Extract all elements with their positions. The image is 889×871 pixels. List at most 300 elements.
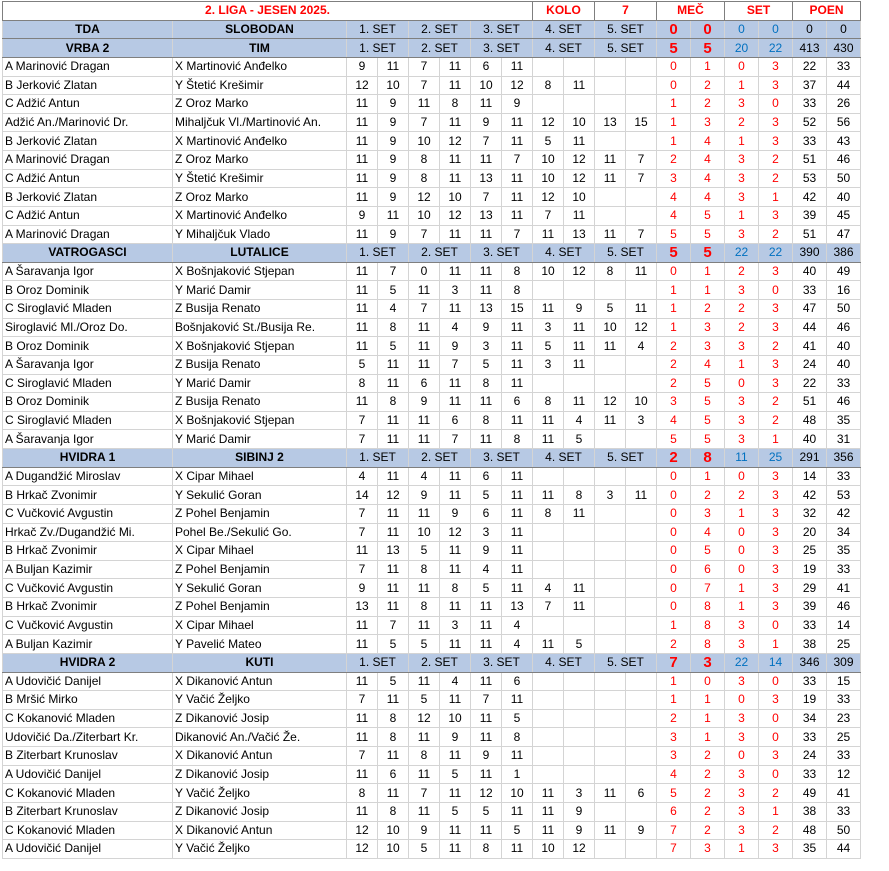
set-score-away: 11 — [502, 504, 533, 523]
sets-won-away: 1 — [759, 635, 793, 654]
set-score-home: 11 — [595, 169, 626, 188]
set-score-home: 9 — [409, 393, 440, 412]
points-home: 22 — [793, 374, 827, 393]
points-away: 33 — [827, 467, 861, 486]
game-row — [3, 523, 861, 542]
set-score-away — [564, 560, 595, 579]
sets-won-home: 3 — [725, 281, 759, 300]
home-player: A Udovičić Danijel — [3, 840, 173, 859]
set-score-home — [595, 467, 626, 486]
sets-won-home: 0 — [725, 467, 759, 486]
points-away: 50 — [827, 821, 861, 840]
set-score-away: 12 — [564, 169, 595, 188]
home-team-name: HVIDRA 1 — [3, 449, 173, 468]
points-home: 33 — [793, 672, 827, 691]
running-match-home: 4 — [657, 206, 691, 225]
sets-won-home: 0 — [725, 691, 759, 710]
away-player: Z Oroz Marko — [173, 188, 347, 207]
sets-won-away: 3 — [759, 747, 793, 766]
set-score-away: 5 — [378, 672, 409, 691]
set-score-home: 11 — [533, 784, 564, 803]
set-score-away: 11 — [502, 486, 533, 505]
set-score-home: 11 — [533, 430, 564, 449]
set-score-away: 10 — [440, 188, 471, 207]
set-score-away: 12 — [564, 151, 595, 170]
set-score-away — [564, 709, 595, 728]
set-score-home: 10 — [471, 76, 502, 95]
game-row — [3, 374, 861, 393]
match-score-away: 3 — [691, 653, 725, 672]
game-row — [3, 579, 861, 598]
set-score-home: 14 — [347, 486, 378, 505]
points-home: 42 — [793, 188, 827, 207]
set-score-away: 11 — [502, 523, 533, 542]
running-match-away: 7 — [691, 579, 725, 598]
set-score-home — [533, 691, 564, 710]
sets-won-home: 0 — [725, 747, 759, 766]
set-score-home: 11 — [347, 728, 378, 747]
set-score-away — [626, 635, 657, 654]
points-home: 20 — [793, 523, 827, 542]
set-score-away: 11 — [564, 393, 595, 412]
set-score-away: 4 — [378, 300, 409, 319]
set-column-label: 3. SET — [471, 39, 533, 58]
set-score-home — [533, 728, 564, 747]
points-away: 41 — [827, 784, 861, 803]
points-home: 33 — [793, 765, 827, 784]
set-score-away: 10 — [378, 76, 409, 95]
sets-won-away: 3 — [759, 523, 793, 542]
sets-won-away: 3 — [759, 113, 793, 132]
set-score-away: 9 — [564, 821, 595, 840]
match-score-away: 5 — [691, 244, 725, 263]
set-score-home: 3 — [595, 486, 626, 505]
sets-won-home: 1 — [725, 206, 759, 225]
set-score-home: 11 — [409, 504, 440, 523]
set-total-away: 0 — [759, 20, 793, 39]
set-score-home: 9 — [471, 113, 502, 132]
set-score-away: 7 — [440, 430, 471, 449]
away-player: Y Mihaljčuk Vlado — [173, 225, 347, 244]
set-score-home: 11 — [471, 225, 502, 244]
sets-won-away: 3 — [759, 300, 793, 319]
running-match-away: 2 — [691, 300, 725, 319]
set-score-away — [626, 747, 657, 766]
set-score-home: 3 — [471, 523, 502, 542]
set-score-away: 11 — [502, 337, 533, 356]
sets-won-away: 2 — [759, 411, 793, 430]
home-player: C Kokanović Mladen — [3, 821, 173, 840]
set-score-home: 11 — [347, 765, 378, 784]
set-score-home: 11 — [595, 225, 626, 244]
sets-won-away: 3 — [759, 579, 793, 598]
points-away: 42 — [827, 504, 861, 523]
match-header-row — [3, 653, 861, 672]
home-player: A Udovičić Danijel — [3, 672, 173, 691]
sets-won-away: 3 — [759, 374, 793, 393]
set-score-home: 7 — [409, 113, 440, 132]
sets-won-away: 0 — [759, 672, 793, 691]
home-player: A Marinović Dragan — [3, 57, 173, 76]
points-away: 25 — [827, 635, 861, 654]
home-player: Udovičić Da./Ziterbart Kr. — [3, 728, 173, 747]
set-score-home — [533, 672, 564, 691]
sets-won-home: 3 — [725, 169, 759, 188]
set-score-away: 11 — [502, 374, 533, 393]
away-player: Z Busija Renato — [173, 393, 347, 412]
sets-won-home: 3 — [725, 430, 759, 449]
set-score-home — [595, 616, 626, 635]
running-match-home: 0 — [657, 523, 691, 542]
sets-won-away: 3 — [759, 262, 793, 281]
set-score-away: 11 — [502, 802, 533, 821]
set-column-label: 5. SET — [595, 20, 657, 39]
set-score-home: 6 — [409, 374, 440, 393]
running-match-home: 3 — [657, 728, 691, 747]
away-player: Y Sekulić Goran — [173, 486, 347, 505]
set-total-home: 20 — [725, 39, 759, 58]
set-score-away — [626, 374, 657, 393]
game-row — [3, 151, 861, 170]
running-match-away: 5 — [691, 411, 725, 430]
game-row — [3, 467, 861, 486]
set-score-home: 9 — [347, 206, 378, 225]
set-score-away: 6 — [502, 393, 533, 412]
away-player: Y Marić Damir — [173, 281, 347, 300]
set-score-home: 0 — [409, 262, 440, 281]
home-player: B Hrkač Zvonimir — [3, 486, 173, 505]
running-match-away: 5 — [691, 206, 725, 225]
set-score-home: 11 — [595, 821, 626, 840]
game-row — [3, 821, 861, 840]
set-score-away: 11 — [564, 206, 595, 225]
set-score-away: 11 — [502, 747, 533, 766]
match-score-home: 5 — [657, 244, 691, 263]
away-player: X Bošnjaković Stjepan — [173, 262, 347, 281]
set-score-away: 12 — [440, 523, 471, 542]
home-player: C Siroglavić Mladen — [3, 300, 173, 319]
running-match-home: 0 — [657, 486, 691, 505]
set-score-home: 12 — [409, 188, 440, 207]
home-team-name: VRBA 2 — [3, 39, 173, 58]
set-score-away — [626, 523, 657, 542]
running-match-home: 0 — [657, 598, 691, 617]
points-away: 25 — [827, 728, 861, 747]
set-column-label: 3. SET — [471, 244, 533, 263]
set-score-away: 1 — [502, 765, 533, 784]
set-score-home: 7 — [347, 430, 378, 449]
game-row — [3, 113, 861, 132]
points-home: 51 — [793, 151, 827, 170]
sets-won-away: 3 — [759, 467, 793, 486]
running-match-away: 5 — [691, 542, 725, 561]
set-score-away: 11 — [440, 393, 471, 412]
game-row — [3, 840, 861, 859]
set-column-label: 1. SET — [347, 449, 409, 468]
set-score-home: 11 — [471, 821, 502, 840]
set-score-away: 10 — [440, 709, 471, 728]
set-score-home: 11 — [471, 728, 502, 747]
set-score-home: 8 — [409, 151, 440, 170]
set-score-home: 13 — [471, 169, 502, 188]
points-away: 56 — [827, 113, 861, 132]
set-score-away: 8 — [378, 802, 409, 821]
away-player: Z Dikanović Josip — [173, 765, 347, 784]
set-score-away: 5 — [564, 635, 595, 654]
running-match-home: 4 — [657, 765, 691, 784]
points-home: 38 — [793, 635, 827, 654]
set-score-home: 11 — [409, 95, 440, 114]
set-score-home: 11 — [347, 635, 378, 654]
points-away: 33 — [827, 802, 861, 821]
sets-won-home: 3 — [725, 225, 759, 244]
set-score-away: 11 — [378, 504, 409, 523]
sets-won-home: 2 — [725, 318, 759, 337]
set-score-home — [595, 765, 626, 784]
sets-won-away: 2 — [759, 151, 793, 170]
set-score-away: 11 — [502, 840, 533, 859]
game-row — [3, 262, 861, 281]
sets-won-away: 0 — [759, 728, 793, 747]
set-score-home: 11 — [595, 337, 626, 356]
set-score-home — [533, 523, 564, 542]
set-score-away: 11 — [564, 318, 595, 337]
game-row — [3, 206, 861, 225]
home-team-name: VATROGASCI — [3, 244, 173, 263]
away-team-name: TIM — [173, 39, 347, 58]
set-score-away: 5 — [564, 430, 595, 449]
set-score-home — [595, 206, 626, 225]
game-row — [3, 691, 861, 710]
points-home: 33 — [793, 281, 827, 300]
points-away: 50 — [827, 300, 861, 319]
set-score-away — [626, 840, 657, 859]
set-score-away: 5 — [378, 337, 409, 356]
set-score-home: 10 — [595, 318, 626, 337]
set-score-away: 8 — [440, 579, 471, 598]
set-score-home: 10 — [409, 206, 440, 225]
game-row — [3, 188, 861, 207]
running-match-away: 3 — [691, 337, 725, 356]
set-column-label: 1. SET — [347, 244, 409, 263]
running-match-away: 1 — [691, 57, 725, 76]
set-score-home: 7 — [409, 300, 440, 319]
home-player: Adžić An./Marinović Dr. — [3, 113, 173, 132]
home-player: C Vučković Avgustin — [3, 504, 173, 523]
set-score-home: 7 — [347, 691, 378, 710]
set-score-away: 11 — [378, 430, 409, 449]
set-score-away: 11 — [564, 355, 595, 374]
set-score-home: 11 — [533, 821, 564, 840]
game-row — [3, 337, 861, 356]
set-score-away: 11 — [502, 188, 533, 207]
sets-won-home: 3 — [725, 337, 759, 356]
home-player: C Vučković Avgustin — [3, 579, 173, 598]
set-score-away: 5 — [378, 281, 409, 300]
set-score-home — [595, 579, 626, 598]
set-score-away: 9 — [378, 95, 409, 114]
home-player: C Adžić Antun — [3, 206, 173, 225]
set-score-away: 8 — [378, 709, 409, 728]
set-score-home: 11 — [471, 765, 502, 784]
set-column-label: 2. SET — [409, 20, 471, 39]
set-score-away: 8 — [502, 262, 533, 281]
away-player: Mihaljčuk Vl./Martinović An. — [173, 113, 347, 132]
set-score-home: 5 — [533, 132, 564, 151]
points-away: 23 — [827, 709, 861, 728]
set-score-away: 11 — [440, 151, 471, 170]
running-match-home: 0 — [657, 560, 691, 579]
home-player: B Hrkač Zvonimir — [3, 598, 173, 617]
running-match-home: 0 — [657, 76, 691, 95]
set-column-label: 3. SET — [471, 20, 533, 39]
set-score-away: 9 — [378, 113, 409, 132]
sets-won-away: 3 — [759, 504, 793, 523]
set-score-away: 9 — [378, 225, 409, 244]
set-score-home: 7 — [347, 560, 378, 579]
set-score-away: 11 — [440, 821, 471, 840]
game-row — [3, 504, 861, 523]
home-player: C Adžić Antun — [3, 95, 173, 114]
set-column-label: 4. SET — [533, 20, 595, 39]
set-score-home: 5 — [347, 355, 378, 374]
game-row — [3, 709, 861, 728]
running-match-away: 2 — [691, 76, 725, 95]
running-match-away: 1 — [691, 691, 725, 710]
set-score-home: 11 — [347, 132, 378, 151]
set-score-away: 10 — [564, 113, 595, 132]
running-match-away: 8 — [691, 598, 725, 617]
sets-won-home: 1 — [725, 132, 759, 151]
sets-won-away: 2 — [759, 784, 793, 803]
set-score-away: 9 — [440, 337, 471, 356]
set-score-home — [595, 598, 626, 617]
home-player: C Kokanović Mladen — [3, 709, 173, 728]
set-score-away — [626, 579, 657, 598]
match-header-row — [3, 244, 861, 263]
set-total-home: 0 — [725, 20, 759, 39]
set-score-home: 11 — [347, 113, 378, 132]
set-score-away: 8 — [378, 393, 409, 412]
set-score-away — [626, 691, 657, 710]
away-player: Z Dikanović Josip — [173, 709, 347, 728]
set-column-label: 5. SET — [595, 449, 657, 468]
set-score-away: 9 — [502, 95, 533, 114]
away-team-name: LUTALICE — [173, 244, 347, 263]
running-match-home: 1 — [657, 672, 691, 691]
set-score-home — [533, 467, 564, 486]
set-score-away: 15 — [502, 300, 533, 319]
points-away: 33 — [827, 374, 861, 393]
running-match-home: 0 — [657, 467, 691, 486]
running-match-home: 2 — [657, 151, 691, 170]
set-score-home: 5 — [471, 355, 502, 374]
set-score-home: 11 — [347, 281, 378, 300]
points-away: 45 — [827, 206, 861, 225]
running-match-away: 4 — [691, 151, 725, 170]
set-score-away: 11 — [502, 411, 533, 430]
points-home: 35 — [793, 840, 827, 859]
set-score-home: 5 — [409, 840, 440, 859]
away-team-name: SIBINJ 2 — [173, 449, 347, 468]
set-score-away: 5 — [502, 821, 533, 840]
set-score-away: 8 — [378, 728, 409, 747]
set-score-home: 11 — [409, 579, 440, 598]
game-row — [3, 355, 861, 374]
set-score-away: 4 — [502, 635, 533, 654]
points-home: 33 — [793, 132, 827, 151]
set-score-home — [533, 709, 564, 728]
sets-won-home: 3 — [725, 821, 759, 840]
match-score-away: 5 — [691, 39, 725, 58]
set-score-home — [595, 747, 626, 766]
set-score-home — [595, 691, 626, 710]
set-score-home: 5 — [409, 635, 440, 654]
set-score-away: 7 — [502, 151, 533, 170]
running-match-home: 4 — [657, 188, 691, 207]
set-score-away: 11 — [440, 300, 471, 319]
running-match-away: 1 — [691, 467, 725, 486]
set-column-label: 2. SET — [409, 39, 471, 58]
sets-won-home: 3 — [725, 393, 759, 412]
set-score-home: 11 — [347, 709, 378, 728]
set-score-away: 7 — [626, 225, 657, 244]
set-score-away: 13 — [502, 598, 533, 617]
points-away: 33 — [827, 691, 861, 710]
points-home: 29 — [793, 579, 827, 598]
game-row — [3, 802, 861, 821]
set-score-away: 11 — [564, 132, 595, 151]
home-player: B Hrkač Zvonimir — [3, 542, 173, 561]
away-player: Y Vačić Željko — [173, 691, 347, 710]
set-score-away: 8 — [440, 95, 471, 114]
set-column-label: 3. SET — [471, 449, 533, 468]
set-score-away: 9 — [564, 802, 595, 821]
points-home: 39 — [793, 598, 827, 617]
points-away: 35 — [827, 542, 861, 561]
sets-won-home: 1 — [725, 355, 759, 374]
set-score-home — [595, 542, 626, 561]
running-match-away: 4 — [691, 188, 725, 207]
home-player: A Dugandžić Miroslav — [3, 467, 173, 486]
points-away: 46 — [827, 393, 861, 412]
set-score-home: 12 — [409, 709, 440, 728]
set-score-away: 4 — [440, 318, 471, 337]
points-total-away: 386 — [827, 244, 861, 263]
set-score-away — [626, 709, 657, 728]
mec-label: MEČ — [657, 2, 725, 21]
set-score-home: 9 — [409, 486, 440, 505]
set-score-home: 9 — [471, 747, 502, 766]
set-score-away: 9 — [564, 300, 595, 319]
away-player: Y Vačić Željko — [173, 784, 347, 803]
set-score-away: 15 — [626, 113, 657, 132]
set-score-home: 7 — [409, 76, 440, 95]
set-column-label: 5. SET — [595, 244, 657, 263]
set-score-home — [595, 728, 626, 747]
set-score-home: 10 — [533, 169, 564, 188]
running-match-away: 0 — [691, 672, 725, 691]
set-score-away: 3 — [564, 784, 595, 803]
points-total-home: 390 — [793, 244, 827, 263]
set-score-away: 10 — [626, 393, 657, 412]
points-home: 48 — [793, 821, 827, 840]
set-score-away: 11 — [440, 542, 471, 561]
game-row — [3, 411, 861, 430]
set-score-home: 11 — [533, 411, 564, 430]
home-player: A Marinović Dragan — [3, 151, 173, 170]
set-column-label: 2. SET — [409, 449, 471, 468]
